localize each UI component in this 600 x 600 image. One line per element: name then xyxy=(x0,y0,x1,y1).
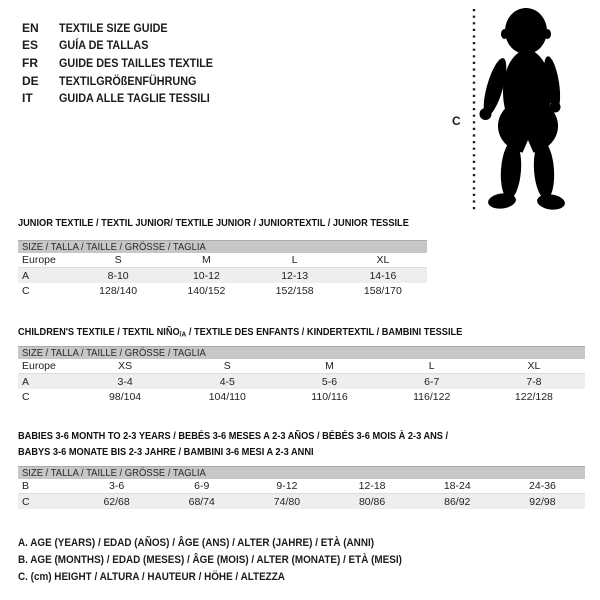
language-row-es xyxy=(22,37,230,55)
row-label: C xyxy=(22,495,30,508)
height-label-c: C xyxy=(452,114,461,128)
table-cell: 152/158 xyxy=(275,284,314,297)
table-cell: 110/116 xyxy=(311,390,348,403)
table-cell: S xyxy=(114,254,122,266)
language-label: TEXTILE SIZE GUIDE xyxy=(59,20,168,35)
table-cell: XL xyxy=(527,360,541,372)
table-row xyxy=(18,374,585,389)
language-list xyxy=(22,19,230,107)
table-cell: 6-7 xyxy=(424,375,440,388)
language-row-fr xyxy=(22,54,230,72)
table-cell: 122/128 xyxy=(514,390,553,403)
footnote-text: C. (cm) HEIGHT / ALTURA / HAUTEUR / HÖHE / ALTEZZA xyxy=(18,571,285,584)
language-code: EN xyxy=(22,20,39,35)
row-label: A xyxy=(22,269,30,282)
language-code: IT xyxy=(22,91,33,106)
table-row xyxy=(18,268,427,283)
children-title-pre: CHILDREN'S TEXTILE / TEXTIL NIÑO xyxy=(18,326,180,338)
table-cell: 18-24 xyxy=(443,480,471,492)
table-cell: 140/152 xyxy=(187,284,226,297)
language-code: DE xyxy=(22,73,39,88)
table-row xyxy=(18,494,585,509)
language-row-en xyxy=(22,19,230,37)
table-cell: 3-6 xyxy=(108,480,125,492)
size-header-text: SIZE / TALLA / TAILLE / GRÖSSE / TAGLIA xyxy=(22,467,206,479)
table-cell: 12-13 xyxy=(281,269,309,282)
children-title-sub: /A xyxy=(179,329,187,339)
table-row xyxy=(18,253,427,268)
children-table-title xyxy=(18,324,462,343)
language-row-it xyxy=(22,89,230,107)
babies-title-line1: BABIES 3-6 MONTH TO 2-3 YEARS / BEBÉS 3-6 MESES A 2-3 AÑOS / BÉBÉS 3-6 MOIS À 2-3 ANS / xyxy=(18,430,449,442)
size-header-bar xyxy=(18,240,427,253)
children-title-post: / TEXTILE DES ENFANTS / KINDERTEXTIL / BAMBINI TESSILE xyxy=(186,326,463,338)
baby-silhouette-svg xyxy=(438,4,588,218)
junior-table-title: JUNIOR TEXTILE / TEXTIL JUNIOR/ TEXTILE JUNIOR / JUNIORTEXTIL / JUNIOR TESSILE xyxy=(18,217,409,229)
language-code: ES xyxy=(22,38,39,53)
language-label: GUIDE DES TAILLES TEXTILE xyxy=(59,55,214,70)
babies-table-title xyxy=(18,428,448,460)
table-cell: 68/74 xyxy=(188,495,215,508)
table-cell: 8-10 xyxy=(107,269,129,282)
baby-silhouette xyxy=(479,8,566,211)
table-row xyxy=(18,479,585,494)
table-cell: 9-12 xyxy=(276,480,298,492)
size-header-text: SIZE / TALLA / TAILLE / GRÖSSE / TAGLIA xyxy=(22,347,206,359)
size-header-bar xyxy=(18,346,585,359)
table-cell: 80/86 xyxy=(358,495,386,508)
table-cell: 6-9 xyxy=(194,480,210,492)
table-cell: 116/122 xyxy=(413,390,451,403)
table-cell: 3-4 xyxy=(117,375,133,388)
table-cell: 92/98 xyxy=(529,495,556,508)
table-row xyxy=(18,283,427,298)
table-cell: 10-12 xyxy=(192,269,220,282)
language-code: FR xyxy=(22,55,38,70)
footnote-text: B. AGE (MONTHS) / EDAD (MESES) / ÂGE (MOIS) / ALTER (MONATE) / ETÀ (MESI) xyxy=(18,554,402,567)
table-cell: 104/110 xyxy=(208,390,246,403)
babies-table xyxy=(18,466,585,509)
table-cell: 74/80 xyxy=(273,495,301,508)
table-cell: 24-36 xyxy=(529,480,556,492)
footnote-b xyxy=(18,551,445,568)
row-label: A xyxy=(22,375,30,388)
table-cell: S xyxy=(223,360,231,372)
junior-table xyxy=(18,240,427,298)
row-label: B xyxy=(22,480,30,492)
language-label: TEXTILGRÖßENFÜHRUNG xyxy=(59,73,197,88)
row-label: C xyxy=(22,284,30,297)
language-label: GUIDA ALLE TAGLIE TESSILI xyxy=(59,91,210,106)
table-row xyxy=(18,389,585,404)
size-header-bar xyxy=(18,466,585,479)
table-cell: 7-8 xyxy=(526,375,542,388)
baby-height-figure xyxy=(438,4,588,218)
table-cell: M xyxy=(325,360,334,372)
table-cell: XL xyxy=(376,254,390,266)
row-label: Europe xyxy=(22,254,56,266)
footnotes xyxy=(18,534,445,586)
footnote-text: A. AGE (YEARS) / EDAD (AÑOS) / ÂGE (ANS) / ALTER (JAHRE) / ETÀ (ANNI) xyxy=(18,536,375,549)
table-cell: 5-6 xyxy=(321,375,338,388)
table-row xyxy=(18,359,585,374)
table-cell: L xyxy=(291,254,298,266)
table-cell: L xyxy=(428,360,435,372)
table-cell: M xyxy=(202,254,211,266)
footnote-c xyxy=(18,569,445,586)
table-cell: 86/92 xyxy=(444,495,471,508)
language-label: GUÍA DE TALLAS xyxy=(59,38,149,53)
table-cell: 62/68 xyxy=(103,495,130,508)
footnote-a xyxy=(18,534,445,551)
table-cell: 4-5 xyxy=(219,375,235,388)
row-label: Europe xyxy=(22,360,56,372)
table-cell: XS xyxy=(118,360,133,372)
language-row-de xyxy=(22,72,230,90)
row-label: C xyxy=(22,390,30,403)
children-table xyxy=(18,346,585,404)
table-cell: 14-16 xyxy=(369,269,397,282)
babies-title-line2: BABYS 3-6 MONATE BIS 2-3 JAHRE / BAMBINI 3-6 MESI A 2-3 ANNI xyxy=(18,446,314,458)
table-cell: 158/170 xyxy=(363,284,402,297)
size-header-text: SIZE / TALLA / TAILLE / GRÖSSE / TAGLIA xyxy=(22,241,206,253)
table-cell: 98/104 xyxy=(109,390,142,403)
table-cell: 128/140 xyxy=(99,284,138,297)
table-cell: 12-18 xyxy=(358,480,386,492)
